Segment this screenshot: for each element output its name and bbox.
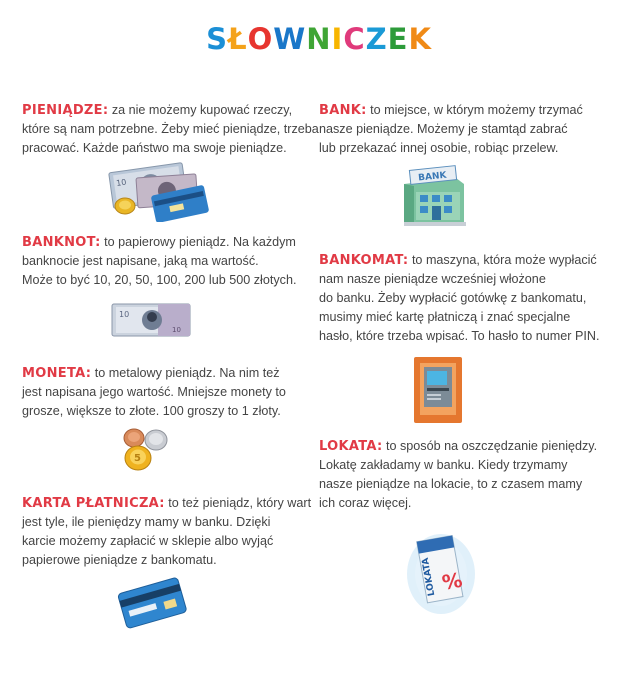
entry-bank (319, 101, 583, 158)
entry-karta (22, 494, 311, 570)
entry-text: za nie możemy kupować rzeczy, (111, 103, 293, 117)
entry-text: jest tyle, ile pieniędzy mamy w banku. Dzięki (22, 515, 271, 529)
title-letter: C (343, 22, 366, 56)
entry-text: to też pieniądz, który wart (168, 496, 312, 510)
bank-sign-text: BANK (417, 170, 448, 184)
entry-text: ich coraz więcej. (319, 496, 412, 510)
entry-text: jest napisana jego wartość. Mniejsze monety to (22, 385, 286, 399)
entry-text: lub przekazać innej osobie, robiąc przelew. (319, 141, 559, 155)
entry-pieniadze (22, 101, 319, 158)
entry-text: to maszyna, która może wypłacić (411, 253, 597, 267)
entry-text: Lokatę zakładamy w banku. Kiedy trzymamy (319, 458, 568, 472)
entry-text: hasło, które trzeba wpisać. To hasło to numer PIN. (319, 329, 600, 343)
entry-text: to sposób na oszczędzanie pieniędzy. (385, 439, 598, 453)
banknote-illustration (110, 300, 194, 340)
entry-term: MONETA: (22, 366, 92, 381)
svg-text:10: 10 (172, 326, 181, 334)
entry-term: BANK: (319, 103, 367, 118)
title-letter: Z (365, 22, 388, 56)
title-letter: N (306, 22, 332, 56)
title-letter: K (408, 22, 432, 56)
card-illustration (115, 571, 189, 633)
entry-term: KARTA PŁATNICZA: (22, 496, 165, 511)
svg-text:5: 5 (134, 453, 141, 464)
entry-term: BANKNOT: (22, 235, 101, 250)
entry-text: to papierowy pieniądz. Na każdym (104, 235, 296, 249)
entry-text: papierowe pieniądze z bankomatu. (22, 553, 217, 567)
entry-text: musimy mieć kartę płatniczą i znać specjalne (319, 310, 571, 324)
title-letter: W (273, 22, 307, 56)
entry-text: które są nam potrzebne. Żeby mieć pieniądze, trzeba (22, 122, 319, 136)
percent-sign-text: % (440, 567, 465, 595)
entry-banknot (22, 233, 296, 290)
bank-building-illustration (398, 164, 470, 228)
atm-illustration (412, 355, 464, 425)
entry-bankomat (319, 251, 599, 346)
svg-text:10: 10 (119, 310, 130, 319)
title-letter: S (206, 22, 228, 56)
coins-illustration (118, 426, 176, 474)
entry-moneta (22, 364, 286, 421)
page-title (0, 22, 638, 56)
entry-text: to metalowy pieniądz. Na nim też (94, 366, 280, 380)
lokata-illustration (404, 524, 478, 616)
entry-term: LOKATA: (319, 439, 383, 454)
entry-lokata (319, 437, 597, 513)
entry-text: grosze, większe to złote. 100 groszy to 1 złoty. (22, 404, 281, 418)
entry-text: do banku. Żeby wypłacić gotówkę z bankomatu, (319, 291, 587, 305)
title-letter: Ł (227, 22, 248, 56)
entry-text: karcie możemy zapłacić w sklepie albo wyjąć (22, 534, 274, 548)
entry-term: PIENIĄDZE: (22, 103, 109, 118)
title-letter: O (247, 22, 274, 56)
svg-text:10: 10 (115, 177, 127, 188)
title-letter: E (387, 22, 409, 56)
entry-text: to miejsce, w którym możemy trzymać (370, 103, 583, 117)
entry-text: nam nasze pieniądze wcześniej włożone (319, 272, 546, 286)
entry-text: pracować. Każde państwo ma swoje pieniądze. (22, 141, 287, 155)
lokata-sign-text: LOKATA (420, 556, 438, 597)
entry-term: BANKOMAT: (319, 253, 409, 268)
entry-text: nasze pieniądze na lokacie, to z czasem mamy (319, 477, 583, 491)
entry-text: Może to być 10, 20, 50, 100, 200 lub 500 złotych. (22, 273, 297, 287)
entry-text: banknocie jest napisane, jaką ma wartość. (22, 254, 259, 268)
entry-text: nasze pieniądze. Możemy je stamtąd zabrać (319, 122, 568, 136)
title-letter: I (331, 22, 344, 56)
money-illustration (105, 162, 213, 222)
